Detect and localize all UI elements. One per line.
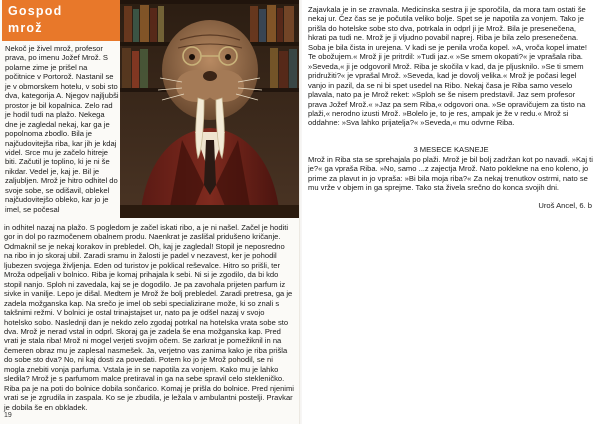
intro-paragraph: Nekoč je živel mrož, profesor prava, po imenu Jožef Mrož. S polarne zime je prišel na počitnice v Portorož. Nastanil se je v obmorskem hotelu, v sobi sto dva, kategorija A. Njegov najljubši prostor je bil kopalnica. Zelo rad je hodil tudi na plažo. Nekega dne je zagledal nekaj, kar ga je popolnoma zbodlo. Bila je najčudovitejša riba, kar jih je kdaj videl. Srce mu je začelo hitreje biti. Začutil je toplino, ki je ni še nikdar. Vedel je, kaj je. Bil je zaljubljen. Mrož je hitro odhitel do svoje sobe, se odišavil, oblekel najčudovitejšo obleko, kar jo je imel, se počesal <box>5 44 119 214</box>
author-credit: Uroš Ancel, 6. b <box>538 201 592 210</box>
walrus-portrait-illustration <box>120 0 299 218</box>
epilogue-paragraph: Mrož in Riba sta se sprehajala po plaži. Mrož je bil bolj zadržan kot po navadi. »Kaj ti je?« ga vpraša Riba. »No, samo ...z zajectja Mrož. Nato poklekne na eno koleno, jo prime za plavut in jo vpraša: »Bi bila moja riba?« Za nekaj trenutkov ostrmi, nato se mu vrže v objem in ga sprejme. Tako sta živela srečno do konca svojih dni. <box>308 155 593 193</box>
section-subheading: 3 MESECE KASNEJE <box>413 145 489 154</box>
page-title-line-2: mrož <box>8 21 43 35</box>
page-number: 19 <box>4 412 12 419</box>
right-page <box>302 0 600 424</box>
walrus-illustration-svg <box>120 0 299 218</box>
page-title-line-1: Gospod <box>8 4 63 18</box>
title-banner <box>2 0 120 41</box>
main-story-paragraph: in odhitel nazaj na plažo. S pogledom je začel iskati ribo, a je ni našel. Začel je hoditi gor in dol po razmočenem obalnem produ. Naenkrat je zaslišal pridušeno kričanje. Odmaknil se je nekaj korakov in prebledel. Oh, kaj je zagledal! Stopil je neposredno na ribo in jo skoraj ubil. Zaradi sramu in žalosti je padel v nezavest, ker je pohodil ljubezen svojega življenja. Eden od turistov je poklical reševalce. Hitro so prišli, ter Mroža odpeljali v bolnico. Riba je komaj prihajala k sebi. Ni si je zgodilo, da bi kdo stopil nanjo. Sploh ni zavedala, kaj se je dogodilo. Je pa zavohala prijeten parfum iz sivke in vanilje. Lepo je dišal. Medtem je Mrož že bolj prebledel. Zaradi pretresa, ga je zadela možganska kap. Na srečo je imel ob sebi specializirane može, ki so znali s takšnimi režmi. V bolnici je ostal trinajstajset ur, nato pa je odšel nazaj v svojo hotelsko sobo. Naslednji dan je nekdo zelo zgodaj potrkal na hotelska vrata sobe sto dva. Mrož je nerad vstal in odprl. Skoraj ga je zadela še ena možganska kap. Pred vrati je stala riba! Mrož ni mogel verjeti svojim očem. Se zarkrat je pomežiknil in na čemeren obraz mu je zaplesal nasmešek. Ja, verjetno vas zanima kako je riba prišla do sobe sto dva? No, ni kaj dosti za povedati. Potem ko jo je Mrož pohodil, se ni mogla znebiti vonja parfuma. Vstala je in se napotila za vonjem. Kako mu je lahko sledila? Mrož je s parfumom malce pretiraval in ga na sebe spravil celo stekleničko. Riba pa je na poti do bolnice dobila sončarico. Komaj je prišla do bolnice. Pred njenimi vrati se je zgrudila in zaspala. Ko se je zbudila, je ležala v ambulantni postelji. Pravkar je dobila še en obkladek. <box>4 223 294 412</box>
story-continuation-paragraph: Zajavkala je in se zravnala. Medicinska sestra ji je sporočila, da mora tam ostati še nekaj ur. Čez čas se je počutila veliko bolje. Spet se je napotila za vonjem. Tako je prišla do hotelske sobe sto dva, potrkala in odprl ji je Mrož. Bila je presenečena, hkrati pa tudi ne. Mrož je ji vljudno povabil naprej. Riba je bila zelo presenečena. Soba je bila čista in urejena. V kadi se je penila vroča kopel. »A, vroča kopel imate! Te obožujem.« Mrož ji je pritrdil: »Tudi jaz.« »Se smem okopati?« je vprašala riba. »Seveda,« ji je odgovoril Mrož. Riba je skočila v kad, da je pljusknilo. »Se ti smem pridružiti?« je vprašal Mrož. »Seveda, kad je dovolj velika.« Mrož je počasi legel vanjo in pazil, da se ni bi spet usedel na Ribo. Nekaj časa je Riba samo veselo plavala, nato pa je Mrož reket: »Sploh se še nisem predstavil. Jaz sem profesor prava Jožef Mrož.« »Jaz pa sem Riba,« odgovori ona. »Se opravičujem za tisto na plaži,« nerodno izusti Mrož. »Bolelo je, to je res, ampak je že v redu.« Mrož si oddahne: »Sva lahko prijatelja?« »Seveda,« mu odvrne Riba. <box>308 5 588 128</box>
